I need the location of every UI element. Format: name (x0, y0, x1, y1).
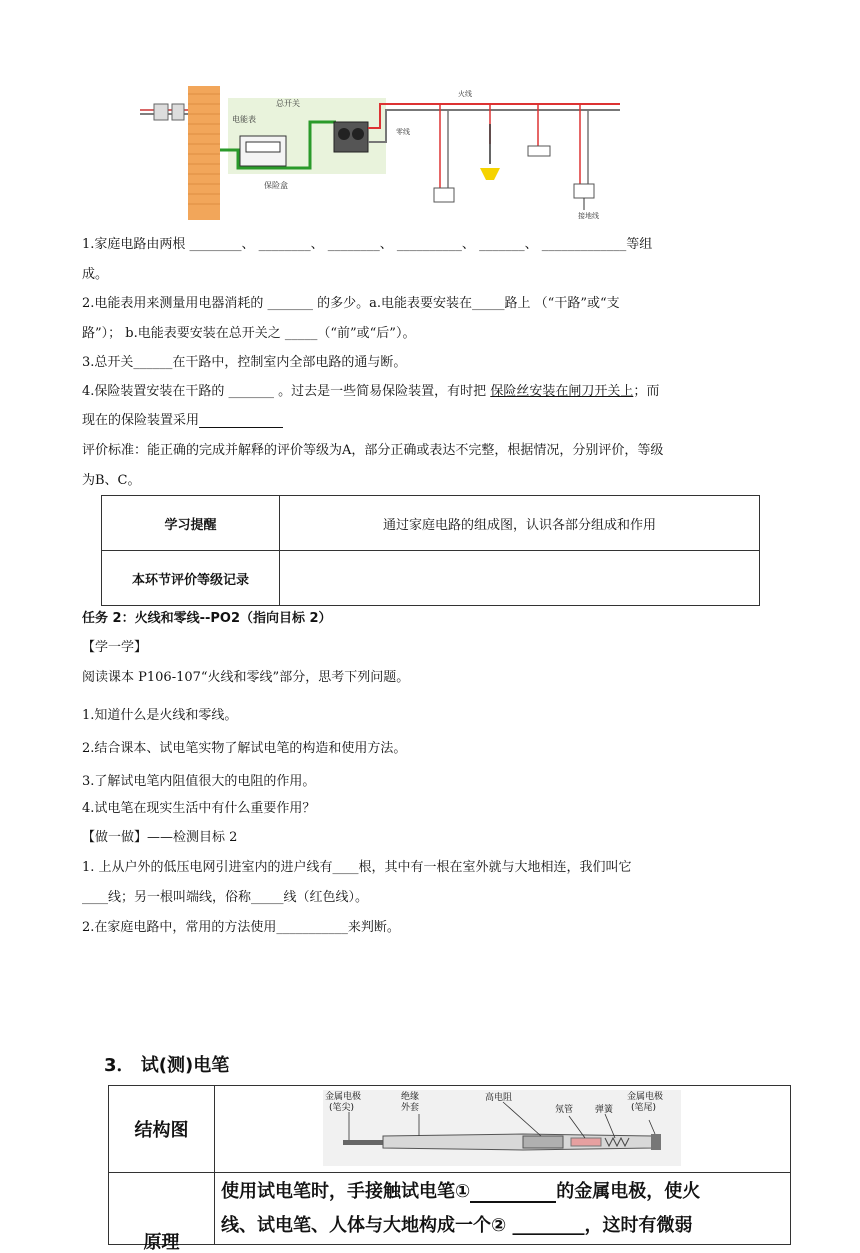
answer-blank[interactable] (199, 414, 283, 428)
live-label (458, 89, 472, 98)
reminder-head: 学习提醒 (102, 496, 280, 551)
svg-text:保险盒: 保险盒 (264, 181, 288, 190)
fuse-label (264, 180, 288, 190)
ground-label (578, 211, 599, 220)
structure-cell (215, 1086, 791, 1173)
learn-item-1: 1.知道什么是火线和零线。 (82, 708, 238, 723)
reminder-value: 通过家庭电路的组成图，认识各部分组成和作用 (280, 496, 760, 551)
question-4-pre: 4.保险装置安装在干路的 _______ 。过去是一些简易保险装置，有时把 (82, 384, 491, 399)
question-2: 2.电能表用来测量用电器消耗的 _______ 的多少。a.电能表要安装在_____路上 （“干路”或“支 (82, 296, 620, 311)
reminder-table (101, 495, 760, 606)
principle-blank-1[interactable] (470, 1185, 556, 1203)
question-4-cont-text: 现在的保险装置采用 (82, 413, 200, 428)
principle-head: 原理 (109, 1173, 215, 1245)
question-4 (82, 380, 659, 399)
grade-record-head: 本环节评价等级记录 (102, 551, 280, 606)
pen-label-neon: 氖管 (555, 1105, 574, 1115)
principle-text-post: 的金属电极，使火 (556, 1181, 701, 1202)
pen-label-tip: 金属电极(笔尖) (325, 1092, 362, 1113)
question-2-cont: 路”）； b.电能表要安装在总开关之 _____（“前”或“后”）。 (82, 326, 416, 341)
household-circuit-diagram (140, 84, 630, 220)
svg-text:电能表: 电能表 (232, 115, 256, 124)
question-1-cont: 成。 (82, 267, 109, 282)
task2-title: 任务 2：火线和零线--PO2（指向目标 2） (82, 611, 332, 626)
test-pen-table (108, 1085, 791, 1253)
switch-label (276, 98, 300, 108)
svg-text:接地线: 接地线 (578, 212, 599, 220)
learn-heading: 【学一学】 (82, 640, 148, 655)
do-item-2: 2.在家庭电路中，常用的方法使用___________来判断。 (82, 920, 400, 935)
pen-label-tail: 金属电极(笔尾) (627, 1092, 664, 1113)
section3-title: 3． 试(测)电笔 (104, 1055, 230, 1076)
question-3: 3.总开关______在干路中，控制室内全部电路的通与断。 (82, 355, 407, 370)
svg-text:零线: 零线 (396, 128, 410, 136)
grade-record-value[interactable] (280, 551, 760, 606)
test-pen-diagram (323, 1090, 681, 1166)
svg-text:火线: 火线 (458, 90, 472, 98)
do-item-1: 1. 上从户外的低压电网引进室内的进户线有____根，其中有一根在室外就与大地相连，我们叫它 (82, 860, 632, 875)
question-1: 1.家庭电路由两根 ________、 ________、 ________、 __________、 _______、 _____________等组 (82, 237, 653, 252)
learn-intro: 阅读课本 P106-107“火线和零线”部分，思考下列问题。 (82, 670, 410, 685)
principle-text-line2: 线、试电笔、人体与大地构成一个② ________，这时有微弱 (221, 1215, 693, 1236)
svg-text:总开关: 总开关 (276, 99, 300, 108)
neutral-label (396, 127, 410, 136)
question-4-underlined: 保险丝安装在闸刀开关上 (490, 384, 634, 399)
question-4-cont (82, 409, 283, 428)
do-heading: 【做一做】——检测目标 2 (82, 830, 238, 845)
pen-label-resistor: 高电阻 (485, 1093, 513, 1103)
meter-label (232, 114, 256, 124)
question-4-post: ；而 (633, 384, 660, 399)
criteria-line-1: 评价标准：能正确的完成并解释的评价等级为A，部分正确或表达不完整，根据情况，分别评价，等级 (82, 443, 664, 458)
pen-label-sheath: 绝缘外套 (401, 1092, 420, 1113)
learn-item-4: 4.试电笔在现实生活中有什么重要作用？ (82, 801, 316, 816)
learn-item-3: 3.了解试电笔内阻值很大的电阻的作用。 (82, 774, 316, 789)
learn-item-2: 2.结合课本、试电笔实物了解试电笔的构造和使用方法。 (82, 741, 407, 756)
do-item-1-cont: ____线；另一根叫端线，俗称_____线（红色线）。 (82, 890, 369, 905)
pen-label-spring: 弹簧 (595, 1105, 614, 1115)
principle-text-pre: 使用试电笔时，手接触试电笔① (221, 1181, 471, 1202)
principle-cell (215, 1173, 791, 1245)
structure-head: 结构图 (109, 1086, 215, 1173)
criteria-line-2: 为B、C。 (82, 473, 141, 488)
